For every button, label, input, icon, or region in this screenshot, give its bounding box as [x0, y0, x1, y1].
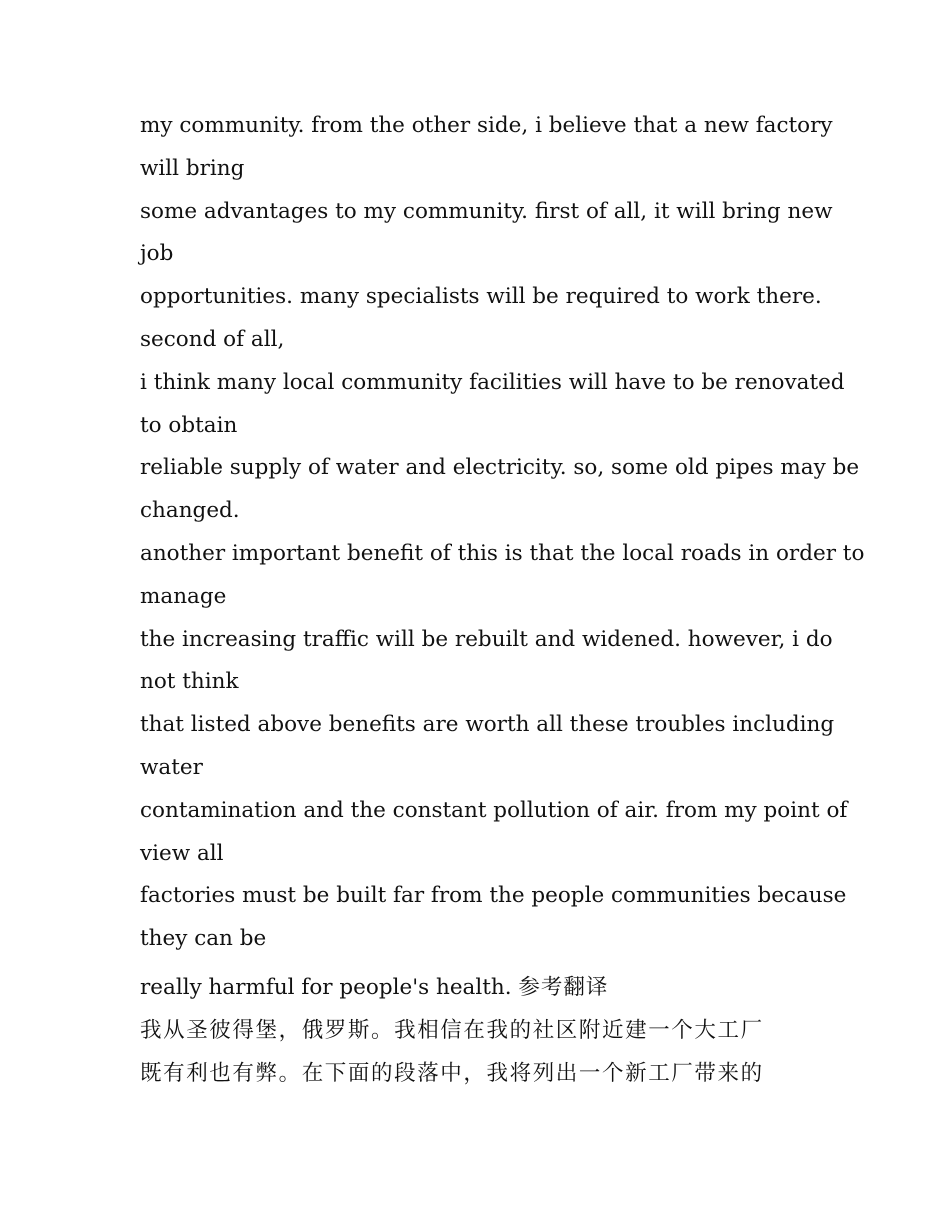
mixed-language-line [140, 967, 830, 1009]
text-line: water [140, 754, 203, 780]
text-line: manage [140, 583, 227, 609]
final-english-text: really harmful for people's health. [140, 974, 519, 1000]
text-line: job [140, 241, 174, 267]
text-line: opportunities. many specialists will be required to work there. [140, 284, 822, 310]
text-line: view all [140, 840, 224, 866]
text-line: another important benefit of this is that the local roads in order to [140, 540, 865, 566]
chinese-text-line: 既有利也有弊。在下面的段落中，我将列出一个新工厂带来的 [140, 1060, 764, 1086]
text-line: the increasing traffic will be rebuilt and widened. however, i do [140, 626, 833, 652]
text-line: reliable supply of water and electricity. so, some old pipes may be [140, 455, 860, 481]
chinese-text-line: 我从圣彼得堡，俄罗斯。我相信在我的社区附近建一个大工厂 [140, 1017, 764, 1043]
text-line: contamination and the constant pollution of air. from my point of [140, 797, 848, 823]
text-line: that listed above benefits are worth all these troubles including [140, 712, 835, 738]
text-line: my community. from the other side, i believe that a new factory [140, 113, 833, 138]
text-line: not think [140, 669, 239, 695]
text-line: second of all, [140, 326, 285, 352]
text-line: some advantages to my community. first of all, it will bring new [140, 198, 833, 224]
essay-text [140, 105, 865, 1095]
text-line: i think many local community facilities will have to be renovated [140, 369, 845, 395]
text-line: they can be [140, 926, 267, 952]
text-line: to obtain [140, 412, 238, 438]
text-line: factories must be built far from the people communities because [140, 883, 847, 909]
text-line: will bring [140, 155, 245, 181]
translation-heading: 参考翻译 [518, 974, 609, 1000]
text-line: changed. [140, 498, 240, 524]
